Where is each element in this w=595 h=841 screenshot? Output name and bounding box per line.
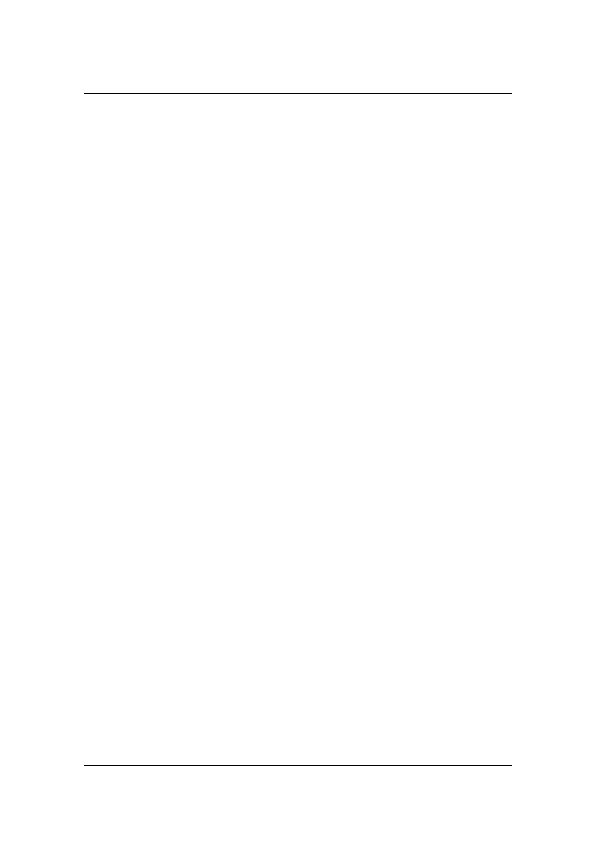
- header-rule: [84, 93, 512, 94]
- footer-rule: [84, 765, 512, 766]
